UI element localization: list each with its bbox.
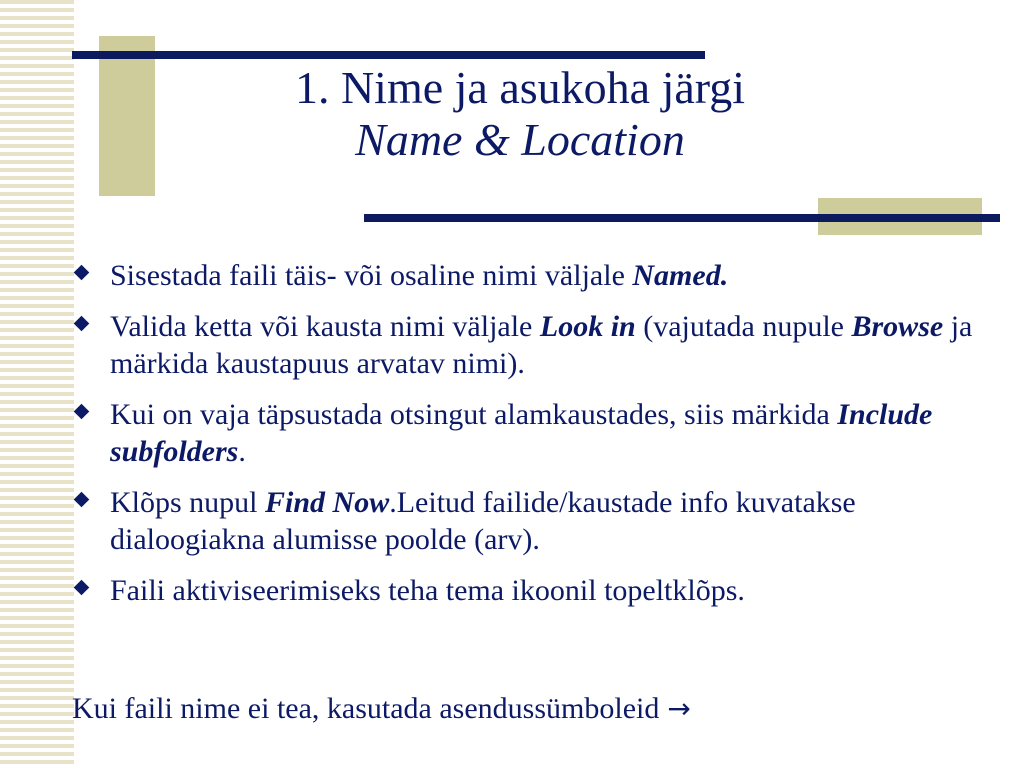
bullet-list bbox=[72, 257, 992, 623]
diamond-bullet-icon bbox=[74, 404, 90, 420]
footer-note: Kui faili nime ei tea, kasutada asendussümboleid → bbox=[72, 692, 691, 725]
diamond-bullet-icon bbox=[74, 316, 90, 332]
term-include-subfolders: Include subfolders bbox=[110, 398, 933, 468]
right-arrow-icon: → bbox=[667, 692, 691, 725]
title-line-1: 1. Nime ja asukoha järgi bbox=[294, 62, 746, 113]
bullet-item: Sisestada faili täis- või osaline nimi väljale Named. bbox=[72, 257, 992, 294]
term-look-in: Look in bbox=[539, 310, 636, 343]
diamond-bullet-icon bbox=[74, 265, 90, 281]
decorative-rule-bottom bbox=[364, 214, 1000, 222]
bullet-item: Faili aktiviseerimiseks teha tema ikoonil topeltklõps. bbox=[72, 572, 992, 609]
bullet-item: Klõps nupul Find Now.Leitud failide/kaustade info kuvatakse dialoogiakna alumisse poolde (arv). bbox=[72, 484, 992, 558]
decorative-block-top bbox=[99, 36, 155, 196]
diamond-bullet-icon bbox=[74, 492, 90, 508]
term-browse: Browse bbox=[851, 310, 944, 343]
slide-title bbox=[190, 62, 850, 166]
term-find-now: Find Now bbox=[265, 486, 390, 519]
bullet-item: Valida ketta või kausta nimi väljale Look in (vajutada nupule Browse ja märkida kaustapuus arvatav nimi). bbox=[72, 308, 992, 382]
decorative-rule-top bbox=[72, 51, 705, 59]
term-named: Named bbox=[632, 259, 721, 292]
decorative-stripes bbox=[0, 0, 74, 768]
bullet-item: Kui on vaja täpsustada otsingut alamkaustades, siis märkida Include subfolders. bbox=[72, 396, 992, 470]
diamond-bullet-icon bbox=[74, 580, 90, 596]
title-line-2: Name & Location bbox=[355, 114, 685, 165]
